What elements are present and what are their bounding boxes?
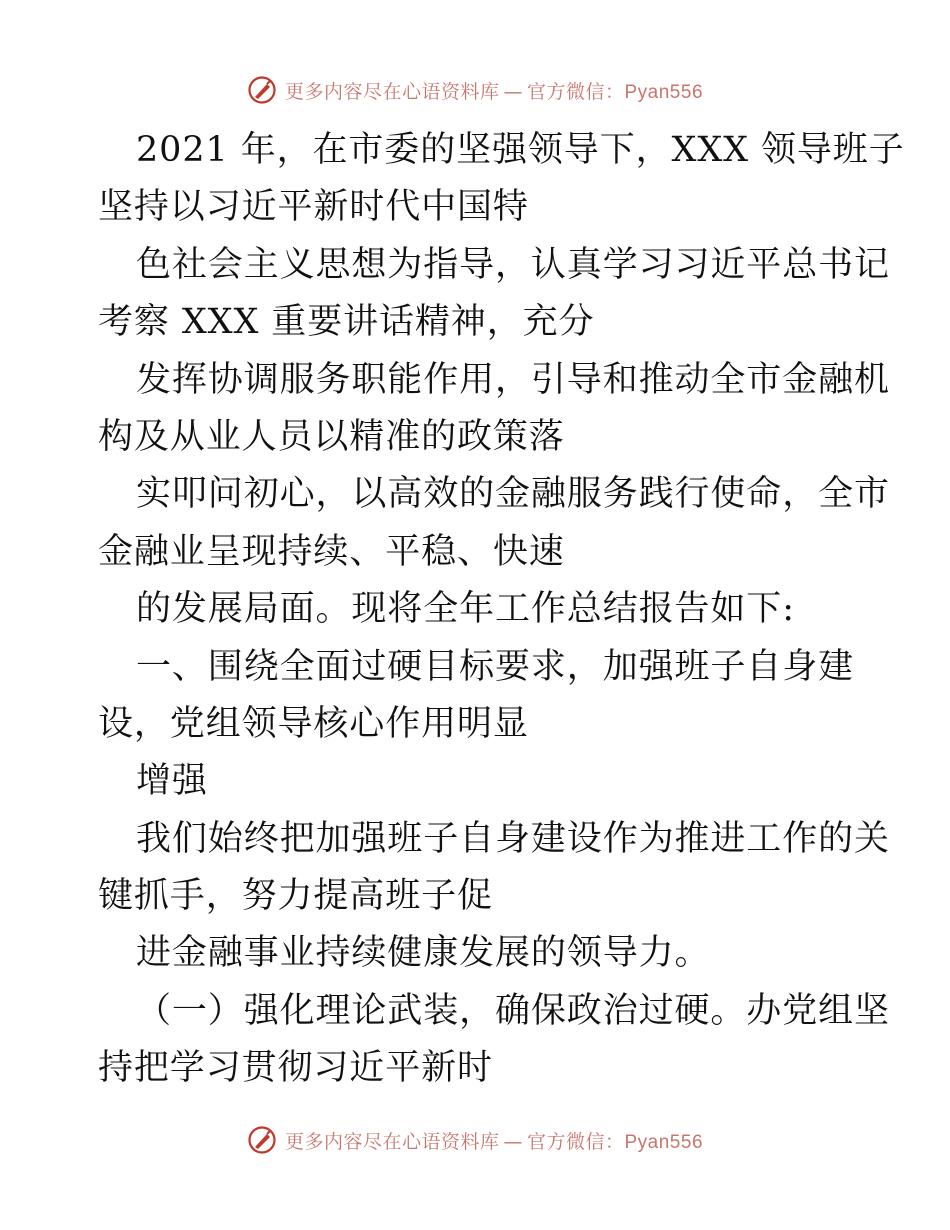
text-line: 色社会主义思想为指导，认真学习习近平总书记	[136, 244, 890, 285]
text-line: 坚持以习近平新时代中国特	[98, 187, 529, 228]
watermark-separator: —	[503, 1130, 523, 1153]
text-line: 构及从业人员以精准的政策落	[98, 416, 565, 457]
section-heading: 一、围绕全面过硬目标要求，加强班子自身建	[136, 646, 855, 687]
watermark-main: 更多内容尽在心语资料库	[284, 1130, 500, 1153]
text-line: 进金融事业持续健康发展的领导力。	[136, 933, 711, 974]
text-line: 键抓手，努力提高班子促	[98, 876, 493, 917]
text-line: 金融业呈现持续、平稳、快速	[98, 531, 565, 572]
quill-logo-icon	[247, 1125, 277, 1155]
text-line: 考察 XXX 重要讲话精神，充分	[98, 302, 595, 343]
text-line: 实叩问初心，以高效的金融服务践行使命，全市	[136, 474, 890, 515]
quill-logo-icon	[247, 75, 277, 105]
text-line: 的发展局面。现将全年工作总结报告如下:	[136, 589, 795, 630]
watermark-sub: 官方微信：	[526, 80, 625, 103]
watermark-account: Pyan556	[624, 1131, 704, 1153]
text-line: 我们始终把加强班子自身建设作为推进工作的关	[136, 818, 890, 859]
subsection-heading: （一）强化理论武装，确保政治过硬。办党组坚	[136, 990, 890, 1031]
text-line: 2021 年，在市委的坚强领导下，XXX 领导班子	[136, 130, 905, 170]
header-watermark	[0, 70, 950, 110]
watermark-text	[285, 77, 703, 104]
section-heading-cont: 设，党组领导核心作用明显	[98, 703, 529, 744]
text-line: 发挥协调服务职能作用，引导和推动全市金融机	[136, 359, 890, 400]
watermark-text	[285, 1127, 703, 1154]
watermark-main: 更多内容尽在心语资料库	[284, 80, 500, 103]
footer-watermark	[0, 1120, 950, 1160]
text-line: 持把学习贯彻习近平新时	[98, 1048, 493, 1089]
watermark-separator: —	[503, 80, 523, 103]
document-body	[98, 122, 905, 1098]
watermark-account: Pyan556	[624, 81, 704, 103]
section-heading-cont: 增强	[136, 761, 208, 802]
watermark-sub: 官方微信：	[526, 1130, 625, 1153]
